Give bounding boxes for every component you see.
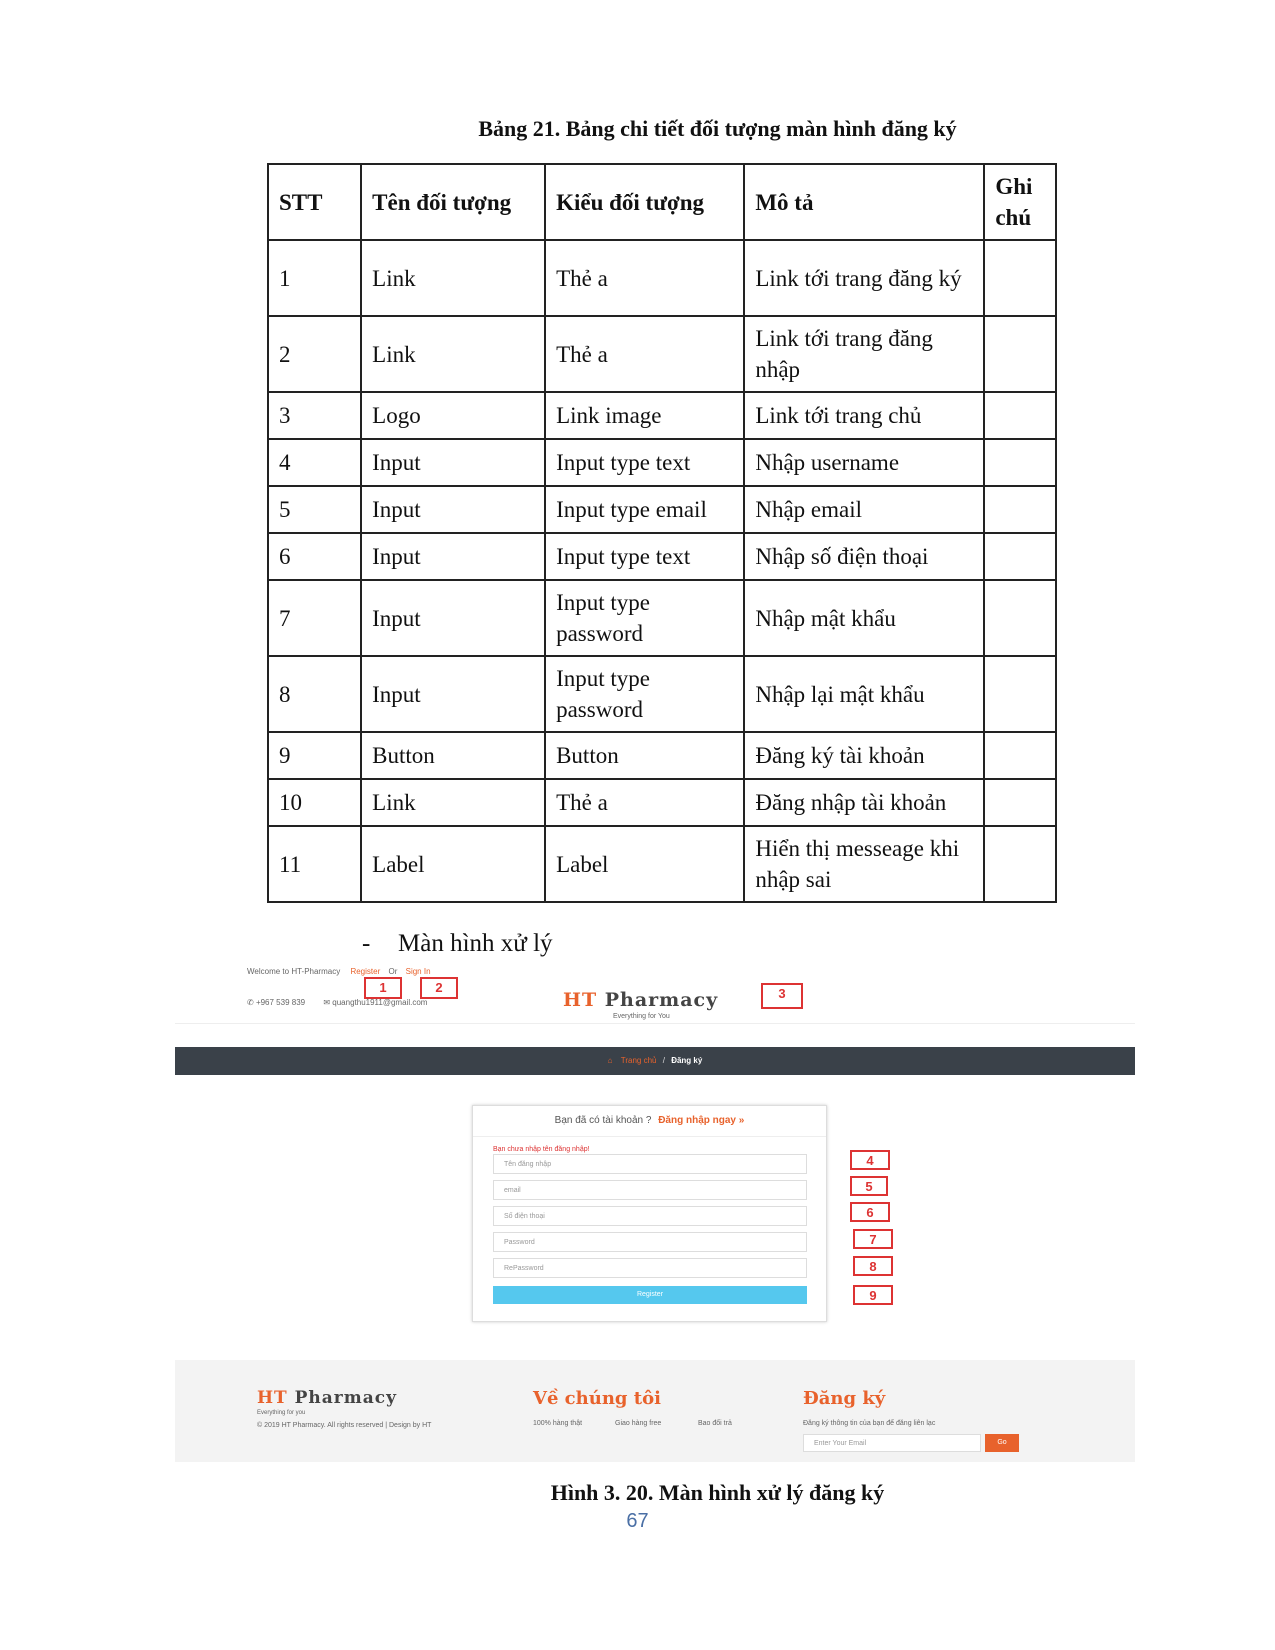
cell-note	[984, 316, 1056, 392]
cell-description: Đăng ký tài khoản	[744, 732, 984, 779]
cell-type: Input type text	[545, 533, 744, 580]
cell-stt: 2	[268, 316, 361, 392]
cell-type: Thẻ a	[545, 316, 744, 392]
welcome-bar	[247, 967, 431, 976]
cell-type: Input type password	[545, 656, 744, 732]
cell-note	[984, 392, 1056, 439]
cell-description: Nhập lại mật khẩu	[744, 656, 984, 732]
or-text: Or	[388, 967, 398, 976]
cell-note	[984, 826, 1056, 902]
table-row	[268, 486, 1056, 533]
table-row	[268, 392, 1056, 439]
cell-name: Logo	[361, 392, 545, 439]
login-now-link[interactable]: Đăng nhập ngay »	[658, 1115, 745, 1126]
cell-type: Thẻ a	[545, 779, 744, 826]
register-button[interactable]: Register	[493, 1286, 807, 1304]
marker-7: 7	[853, 1229, 893, 1249]
cell-note	[984, 779, 1056, 826]
mail-icon: ✉	[323, 998, 331, 1007]
cell-name: Input	[361, 580, 545, 656]
register-form	[472, 1105, 827, 1322]
cell-note	[984, 533, 1056, 580]
cell-stt: 4	[268, 439, 361, 486]
breadcrumb-home[interactable]: Trang chủ	[620, 1056, 657, 1065]
cell-type: Input type email	[545, 486, 744, 533]
cell-description: Nhập số điện thoại	[744, 533, 984, 580]
table-row	[268, 580, 1056, 656]
marker-6: 6	[850, 1202, 890, 1222]
cell-description: Link tới trang đăng ký	[744, 240, 984, 316]
table-row	[268, 826, 1056, 902]
footer-copyright: © 2019 HT Pharmacy. All rights reserved | Design by HT	[257, 1422, 432, 1429]
cell-stt: 5	[268, 486, 361, 533]
table-row	[268, 533, 1056, 580]
breadcrumb-separator: /	[662, 1056, 665, 1065]
contact-info	[247, 998, 427, 1007]
cell-type: Label	[545, 826, 744, 902]
cell-note	[984, 732, 1056, 779]
error-label: Bạn chưa nhập tên đăng nhập!	[493, 1146, 590, 1153]
marker-5: 5	[850, 1176, 888, 1196]
cell-description: Đăng nhập tài khoản	[744, 779, 984, 826]
cell-stt: 7	[268, 580, 361, 656]
cell-type: Input type text	[545, 439, 744, 486]
cell-type: Button	[545, 732, 744, 779]
header-tagline: Everything for You	[613, 1013, 670, 1020]
cell-note	[984, 656, 1056, 732]
header-divider	[175, 1023, 1135, 1024]
cell-type: Thẻ a	[545, 240, 744, 316]
footer-tagline: Everything for you	[257, 1410, 306, 1416]
breadcrumb-bar	[175, 1047, 1135, 1075]
phone-input[interactable]: Số điện thoại	[493, 1206, 807, 1226]
cell-name: Input	[361, 533, 545, 580]
footer-logo-ht: HT	[257, 1388, 288, 1408]
marker-9: 9	[853, 1285, 893, 1305]
cell-description: Nhập username	[744, 439, 984, 486]
phone-icon: ✆	[247, 998, 254, 1007]
cell-description: Nhập mật khẩu	[744, 580, 984, 656]
cell-stt: 11	[268, 826, 361, 902]
table-row	[268, 656, 1056, 732]
about-title: Về chúng tôi	[533, 1388, 661, 1409]
repassword-input[interactable]: RePassword	[493, 1258, 807, 1278]
footer-logo	[257, 1388, 397, 1408]
cell-note	[984, 580, 1056, 656]
table-row	[268, 439, 1056, 486]
signin-link[interactable]: Sign In	[405, 967, 431, 976]
cell-name: Input	[361, 486, 545, 533]
header-logo[interactable]	[563, 989, 718, 1011]
logo-ht: HT	[563, 989, 598, 1011]
object-table	[267, 163, 1057, 903]
cell-name: Link	[361, 316, 545, 392]
site-footer	[175, 1360, 1135, 1462]
about-item: Giao hàng free	[615, 1420, 662, 1427]
cell-description: Nhập email	[744, 486, 984, 533]
email-input[interactable]: email	[493, 1180, 807, 1200]
cell-name: Button	[361, 732, 545, 779]
cell-note	[984, 439, 1056, 486]
header-stt: STT	[268, 164, 361, 240]
cell-stt: 10	[268, 779, 361, 826]
newsletter-email-input[interactable]: Enter Your Email	[803, 1434, 981, 1452]
signup-title: Đăng ký	[803, 1388, 886, 1409]
login-prompt-row	[473, 1106, 826, 1137]
password-input[interactable]: Password	[493, 1232, 807, 1252]
registration-screenshot	[175, 965, 1135, 1465]
login-prompt: Bạn đã có tài khoản ?	[554, 1115, 652, 1126]
marker-3: 3	[761, 983, 803, 1009]
cell-stt: 9	[268, 732, 361, 779]
figure-caption: Hình 3. 20. Màn hình xử lý đăng ký	[550, 1480, 885, 1505]
bullet-text: Màn hình xử lý	[398, 930, 553, 957]
header-type: Kiểu đối tượng	[545, 164, 744, 240]
cell-stt: 6	[268, 533, 361, 580]
marker-4: 4	[850, 1150, 890, 1170]
cell-description: Hiển thị messeage khi nhập sai	[744, 826, 984, 902]
about-item: Bao đổi trả	[698, 1420, 732, 1427]
header-note: Ghi chú	[984, 164, 1056, 240]
phone-number: +967 539 839	[255, 998, 306, 1007]
cell-name: Label	[361, 826, 545, 902]
header-description: Mô tả	[744, 164, 984, 240]
cell-name: Link	[361, 240, 545, 316]
page-number: 67	[626, 1510, 649, 1532]
cell-note	[984, 486, 1056, 533]
cell-note	[984, 240, 1056, 316]
marker-2: 2	[420, 977, 458, 999]
bullet-item	[362, 930, 553, 958]
cell-name: Input	[361, 439, 545, 486]
table-row	[268, 779, 1056, 826]
cell-stt: 3	[268, 392, 361, 439]
go-button[interactable]: Go	[985, 1434, 1019, 1452]
marker-1: 1	[364, 977, 402, 999]
table-caption: Bảng 21. Bảng chi tiết đối tượng màn hình đăng ký	[478, 116, 957, 141]
table-row	[268, 240, 1056, 316]
cell-name: Link	[361, 779, 545, 826]
welcome-text: Welcome to HT-Pharmacy	[247, 967, 341, 976]
footer-logo-pharmacy: Pharmacy	[294, 1388, 397, 1408]
breadcrumb-current: Đăng ký	[671, 1056, 703, 1065]
table-row	[268, 732, 1056, 779]
about-item: 100% hàng thật	[533, 1420, 583, 1427]
contact-email: quangthu1911@gmail.com	[332, 998, 428, 1007]
logo-pharmacy: Pharmacy	[604, 989, 719, 1011]
register-link[interactable]: Register	[350, 967, 381, 976]
signup-text: Đăng ký thông tin của bạn để đăng liên lạc	[803, 1420, 936, 1427]
marker-8: 8	[853, 1256, 893, 1276]
home-icon: ⌂	[607, 1056, 613, 1065]
cell-type: Link image	[545, 392, 744, 439]
cell-stt: 8	[268, 656, 361, 732]
cell-stt: 1	[268, 240, 361, 316]
bullet-dash: -	[362, 930, 371, 957]
table-row	[268, 316, 1056, 392]
table-header-row	[268, 164, 1056, 240]
cell-description: Link tới trang chủ	[744, 392, 984, 439]
header-name: Tên đối tượng	[361, 164, 545, 240]
cell-type: Input type password	[545, 580, 744, 656]
username-input[interactable]: Tên đăng nhập	[493, 1154, 807, 1174]
cell-description: Link tới trang đăng nhập	[744, 316, 984, 392]
cell-name: Input	[361, 656, 545, 732]
